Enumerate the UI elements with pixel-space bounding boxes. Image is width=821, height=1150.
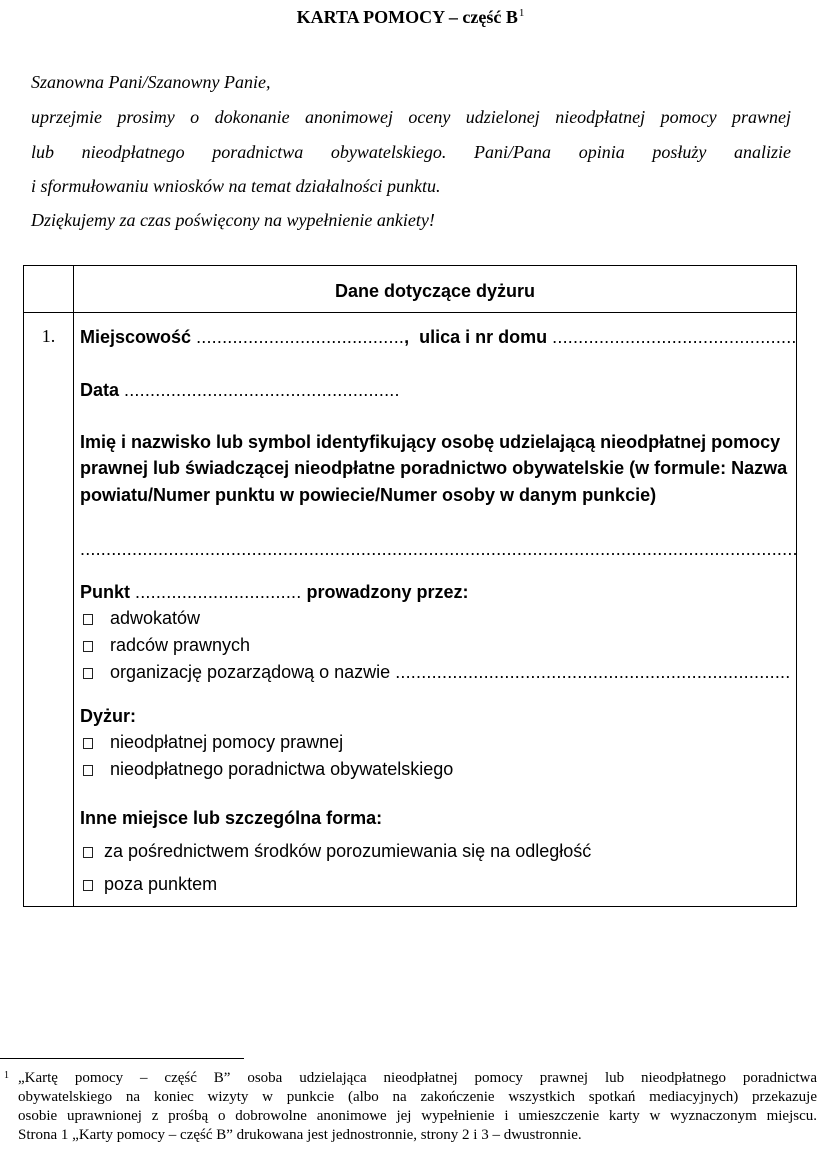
location-field[interactable]: ........................................ bbox=[196, 327, 405, 347]
option-legal-aid: nieodpłatnej pomocy prawnej bbox=[110, 732, 344, 752]
checkbox-ngo[interactable] bbox=[83, 668, 93, 679]
location-label: Miejscowość bbox=[80, 327, 192, 347]
footnote-line-4: Strona 1 „Karty pomocy – część B” drukowana jest jednostronnie, strony 2 i 3 – dwustronnie. bbox=[18, 1127, 582, 1143]
intro-line-2: uprzejmie prosimy o dokonanie anonimowej oceny udzielonej nieodpłatnej pomocy prawnej bbox=[31, 107, 791, 127]
point-field[interactable]: ................................ bbox=[135, 582, 302, 602]
option-outside-point: poza punktem bbox=[104, 874, 218, 894]
person-label-line-2: prawnej lub świadczącej nieodpłatne poradnictwo obywatelskie (w formule: Nazwa bbox=[80, 458, 788, 478]
intro-thanks: Dziękujemy za czas poświęcony na wypełnienie ankiety! bbox=[31, 210, 435, 230]
street-label: ulica i nr domu bbox=[419, 327, 548, 347]
run-by-label: prowadzony przez: bbox=[306, 582, 469, 602]
checkbox-legal-advisers[interactable] bbox=[83, 641, 93, 652]
footnote bbox=[4, 1069, 817, 1145]
checkbox-outside-point[interactable] bbox=[83, 880, 93, 891]
footnote-reference[interactable]: 1 bbox=[518, 7, 525, 19]
point-label: Punkt bbox=[80, 582, 131, 602]
option-civic-counselling: nieodpłatnego poradnictwa obywatelskiego bbox=[110, 759, 454, 779]
location-row: Miejscowość ........................................, ulica i nr domu ............................................... bbox=[80, 327, 797, 347]
point-row bbox=[80, 582, 469, 603]
checkbox-remote[interactable] bbox=[83, 847, 93, 858]
checkbox-civic-counselling[interactable] bbox=[83, 765, 93, 776]
person-field[interactable]: .......................................................................................................................................... bbox=[80, 539, 798, 559]
date-field[interactable]: ..................................................... bbox=[124, 380, 400, 400]
duty-label: Dyżur: bbox=[80, 706, 137, 726]
person-label-line-1: Imię i nazwisko lub symbol identyfikujący osobę udzielającą nieodpłatnej pomocy bbox=[80, 432, 781, 452]
person-label-line-3: powiatu/Numer punktu w powiecie/Numer osoby w danym punkcie) bbox=[80, 485, 657, 505]
footnote-line-1: „Kartę pomocy – część B” osoba udzielająca nieodpłatnej pomocy prawnej lub nieodpłatnego poradnictwa bbox=[18, 1070, 817, 1086]
option-advocates: adwokatów bbox=[110, 608, 201, 628]
intro-greeting: Szanowna Pani/Szanowny Panie, bbox=[31, 72, 271, 92]
option-ngo: organizację pozarządową o nazwie bbox=[110, 662, 391, 682]
footnote-line-3: osobie uprawnionej z prośbą o dobrowolne anonimowe jej wypełnienie i umieszczenie karty w wyznaczonym miejscu. bbox=[18, 1108, 817, 1124]
other-form-label: Inne miejsce lub szczególna forma: bbox=[80, 808, 383, 828]
option-remote: za pośrednictwem środków porozumiewania się na odległość bbox=[104, 841, 592, 861]
checkbox-advocates[interactable] bbox=[83, 614, 93, 625]
ngo-row bbox=[110, 662, 790, 683]
ngo-name-field[interactable]: ............................................................................ bbox=[395, 662, 791, 682]
duty-data-table bbox=[23, 265, 797, 907]
date-row bbox=[80, 380, 400, 401]
footnote-mark: 1 bbox=[4, 1070, 9, 1081]
checkbox-legal-aid[interactable] bbox=[83, 738, 93, 749]
intro-line-4: i sformułowaniu wniosków na temat działalności punktu. bbox=[31, 176, 441, 196]
option-legal-advisers: radców prawnych bbox=[110, 635, 251, 655]
table-header-divider bbox=[24, 312, 796, 313]
row-number: 1. bbox=[41, 326, 56, 346]
page-title: KARTA POMOCY – część $B^1$ bbox=[296, 7, 525, 27]
footnote-separator bbox=[0, 1058, 244, 1059]
table-header: Dane dotyczące dyżuru bbox=[334, 281, 536, 301]
date-label: Data bbox=[80, 380, 120, 400]
intro-line-3: lub nieodpłatnego poradnictwa obywatelskiego. Pani/Pana opinia posłuży analizie bbox=[31, 142, 791, 162]
footnote-line-2: obywatelskiego na koniec wizyty w punkcie (albo na zakończenie wszystkich spotkań mediacyjnych) przekazuje bbox=[18, 1089, 817, 1105]
table-column-divider bbox=[73, 266, 74, 906]
street-field[interactable]: ............................................... bbox=[552, 327, 797, 347]
